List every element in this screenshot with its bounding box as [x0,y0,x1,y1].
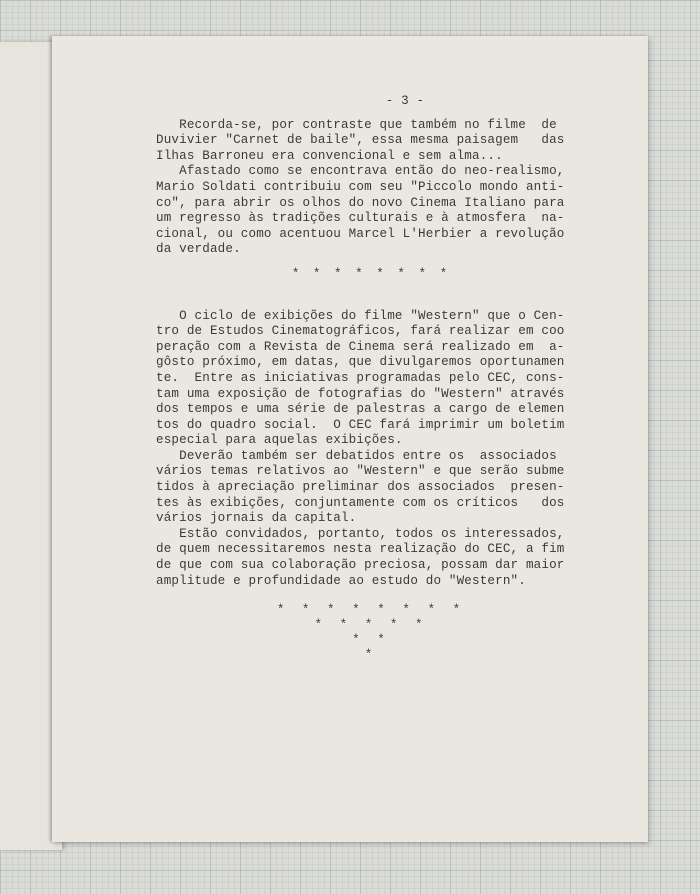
text-line: especial para aquelas exibições. [156,433,403,448]
star-row: * * [352,633,390,648]
paragraph-carnet-de-baile [156,118,586,165]
paragraph-soldati [156,164,586,258]
text-line: tro de Estudos Cinematográficos, fará realizar em coo [156,324,565,339]
text-line: amplitude e profundidade ao estudo do "Western". [156,573,526,588]
star-row: * * * * * [314,618,428,633]
text-line: dos tempos e uma série de palestras a cargo de elemen [156,402,565,417]
text-line: tam uma exposição de fotografias do "Western" através [156,386,565,401]
document-page [52,36,648,842]
text-line: Mario Soldati contribuiu com seu "Piccolo mondo anti- [156,179,565,194]
text-line: tidos à apreciação preliminar dos associados presen- [156,480,565,495]
star-row: * * * * * * * * [276,603,466,618]
text-line: da verdade. [156,242,241,257]
text-line: Deverão também ser debatidos entre os associados [156,448,557,463]
text-line: Recorda-se, por contraste que também no filme de [156,117,557,132]
section-separator: * * * * * * * * [291,266,451,281]
paragraph-western-cycle [156,309,586,449]
text-line: vários jornais da capital. [156,511,357,526]
paragraph-debates [156,449,586,527]
text-line: Afastado como se encontrava então do neo-realismo, [156,164,565,179]
paragraph-invitation [156,527,586,589]
text-line: peração com a Revista de Cinema será realizado em a- [156,339,565,354]
text-line: um regresso às tradições culturais e à atmosfera na- [156,211,565,226]
text-line: tes às exibições, conjuntamente com os críticos dos [156,495,565,510]
page-number: - 3 - [385,94,425,108]
text-line: de que com sua colaboração preciosa, possam dar maior [156,558,565,573]
closing-star-ornament [156,603,586,663]
text-line: de quem necessitaremos nesta realização do CEC, a fim [156,542,565,557]
text-line: te. Entre as iniciativas programadas pelo CEC, cons- [156,370,565,385]
page-text [156,94,586,663]
star-row: * [364,648,378,663]
text-line: co", para abrir os olhos do novo Cinema Italiano para [156,195,565,210]
text-line: Estão convidados, portanto, todos os interessados, [156,526,565,541]
text-line: Ilhas Barroneu era convencional e sem alma... [156,148,503,163]
text-line: vários temas relativos ao "Western" e que serão subme [156,464,565,479]
text-line: cional, ou como acentuou Marcel L'Herbier a revolução [156,226,565,241]
text-line: tos do quadro social. O CEC fará imprimir um boletim [156,417,565,432]
text-line: Duvivier "Carnet de baile", essa mesma paisagem das [156,133,565,148]
text-line: O ciclo de exibições do filme "Western" que o Cen- [156,308,565,323]
text-line: gôsto próximo, em datas, que divulgaremos oportunamen [156,355,565,370]
